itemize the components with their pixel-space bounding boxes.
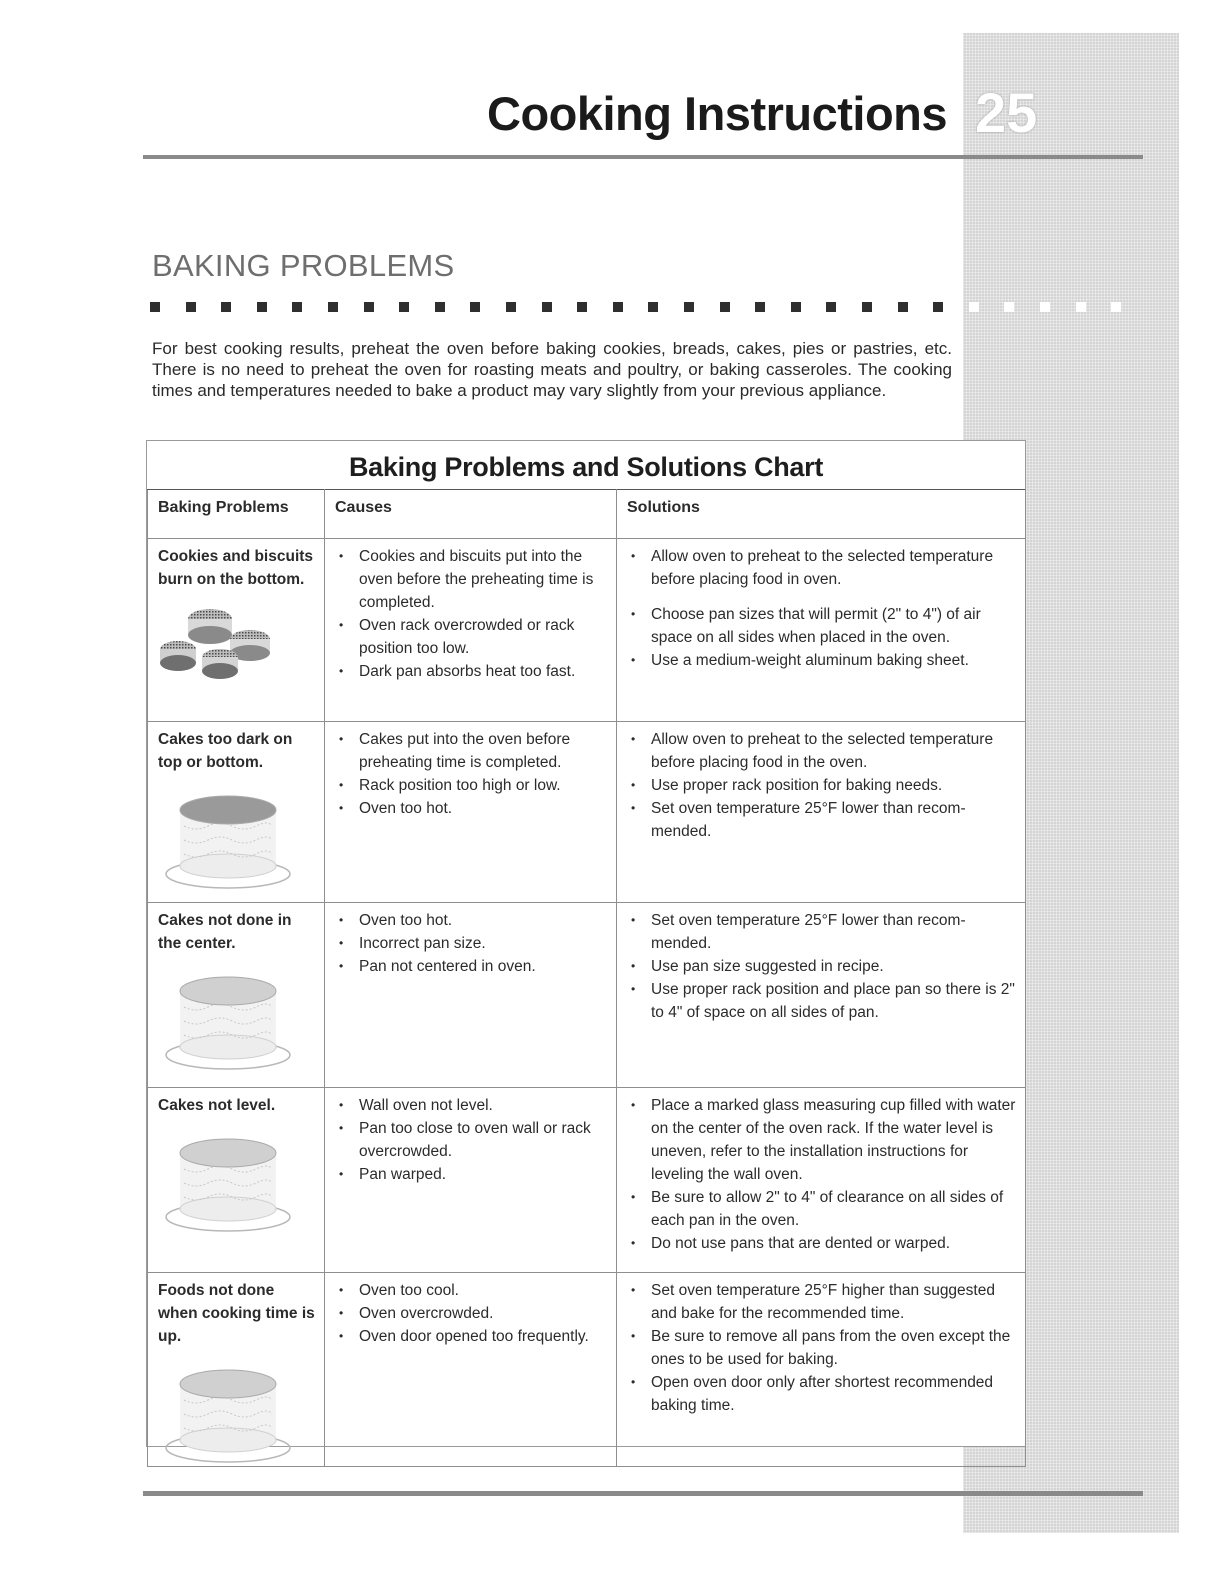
cause-item: • Cakes put into the oven before preheating time is completed. — [335, 728, 608, 774]
problem-label: Cakes not level. — [158, 1097, 276, 1114]
solutions-cell — [617, 903, 1026, 1088]
solution-item: • Allow oven to preheat to the selected temperature before placing food in oven. — [627, 545, 1017, 591]
solutions-cell — [617, 722, 1026, 903]
solutions-list — [627, 909, 1017, 1024]
solution-item: • Set oven temperature 25°F lower than recom-mended. — [627, 797, 1017, 843]
table-row — [148, 722, 1026, 903]
divider-dot — [542, 302, 552, 312]
divider-dot — [826, 302, 836, 312]
divider-dot — [1111, 302, 1121, 312]
problem-cell — [148, 539, 325, 722]
page-title: Cooking Instructions — [487, 87, 947, 140]
chart-table — [147, 489, 1026, 1467]
divider-dot — [577, 302, 587, 312]
column-header: Causes — [325, 490, 617, 539]
divider-dot — [791, 302, 801, 312]
solutions-cell — [617, 539, 1026, 722]
causes-list — [335, 909, 608, 978]
solutions-list — [627, 1094, 1017, 1255]
causes-list — [335, 728, 608, 820]
divider-dot — [1076, 302, 1086, 312]
divider-dot — [648, 302, 658, 312]
causes-cell — [325, 722, 617, 903]
page-number: 25 — [975, 81, 1038, 144]
cake-illustration — [158, 1125, 316, 1235]
divider-dot — [470, 302, 480, 312]
divider-dot — [898, 302, 908, 312]
causes-cell — [325, 1273, 617, 1467]
divider-dot — [613, 302, 623, 312]
divider-dot — [257, 302, 267, 312]
table-row — [148, 1088, 1026, 1273]
solution-item: • Do not use pans that are dented or warped. — [627, 1232, 1017, 1255]
dotted-divider — [150, 302, 1150, 314]
cause-item: • Oven door opened too frequently. — [335, 1325, 608, 1348]
column-header: Baking Problems — [148, 490, 325, 539]
intro-paragraph: For best cooking results, preheat the oven before baking cookies, breads, cakes, pies or pastries, etc. There is no need to preheat the oven for roasting meats and poultry, or baking casseroles. The cooking times and temperatures needed to bake a product may vary slightly from your previous appliance. — [152, 339, 952, 400]
cause-item: • Oven too hot. — [335, 909, 608, 932]
problem-label: Foods not done when cooking time is up. — [158, 1282, 315, 1345]
solution-item: • Allow oven to preheat to the selected temperature before placing food in the oven. — [627, 728, 1017, 774]
cause-item: • Pan not centered in oven. — [335, 955, 608, 978]
divider-dot — [933, 302, 943, 312]
cause-item: • Cookies and biscuits put into the oven before the preheating time is completed. — [335, 545, 608, 614]
causes-cell — [325, 1088, 617, 1273]
footer-rule — [143, 1491, 1143, 1496]
divider-dot — [862, 302, 872, 312]
column-header: Solutions — [617, 490, 1026, 539]
solution-item: • Use a medium-weight aluminum baking sheet. — [627, 649, 1017, 672]
divider-dot — [186, 302, 196, 312]
problem-label: Cookies and biscuits burn on the bottom. — [158, 548, 314, 588]
divider-dot — [435, 302, 445, 312]
causes-list — [335, 1279, 608, 1348]
problem-cell — [148, 722, 325, 903]
divider-dot — [221, 302, 231, 312]
problems-solutions-chart — [146, 440, 1026, 1447]
cake-illustration — [158, 963, 316, 1073]
cause-item: • Oven too hot. — [335, 797, 608, 820]
solutions-list — [627, 728, 1017, 843]
cause-item: • Pan warped. — [335, 1163, 608, 1186]
problem-label: Cakes not done in the center. — [158, 912, 292, 952]
table-row — [148, 1273, 1026, 1467]
problem-cell — [148, 903, 325, 1088]
header-rule — [143, 155, 1143, 159]
solutions-cell — [617, 1273, 1026, 1467]
causes-cell — [325, 903, 617, 1088]
solution-item: • Be sure to allow 2" to 4" of clearance on all sides of each pan in the oven. — [627, 1186, 1017, 1232]
problem-cell — [148, 1273, 325, 1467]
cause-item: • Oven rack overcrowded or rack position too low. — [335, 614, 608, 660]
divider-dot — [399, 302, 409, 312]
divider-dot — [364, 302, 374, 312]
divider-dot — [755, 302, 765, 312]
chart-title: Baking Problems and Solutions Chart — [348, 452, 824, 482]
problem-label: Cakes too dark on top or bottom. — [158, 731, 293, 771]
solution-item: • Open oven door only after shortest recommended baking time. — [627, 1371, 1017, 1417]
cookies-illustration — [158, 599, 316, 689]
solution-item: • Use pan size suggested in recipe. — [627, 955, 1017, 978]
cake-illustration — [158, 1356, 316, 1466]
cause-item: • Pan too close to oven wall or rack overcrowded. — [335, 1117, 608, 1163]
table-header-row — [148, 490, 1026, 539]
causes-list — [335, 1094, 608, 1186]
cause-item: • Oven too cool. — [335, 1279, 608, 1302]
divider-dot — [150, 302, 160, 312]
table-row — [148, 903, 1026, 1088]
causes-cell — [325, 539, 617, 722]
divider-dot — [328, 302, 338, 312]
solution-item: • Place a marked glass measuring cup filled with water on the center of the oven rack. If the water level is uneven, refer to the installation instructions for leveling the wall oven. — [627, 1094, 1017, 1186]
solution-item: • Be sure to remove all pans from the oven except the ones to be used for baking. — [627, 1325, 1017, 1371]
divider-dot — [506, 302, 516, 312]
divider-dot — [720, 302, 730, 312]
cause-item: • Dark pan absorbs heat too fast. — [335, 660, 608, 683]
cause-item: • Rack position too high or low. — [335, 774, 608, 797]
solutions-list — [627, 1279, 1017, 1417]
causes-list — [335, 545, 608, 683]
solutions-list — [627, 545, 1017, 672]
solution-item: • Set oven temperature 25°F higher than suggested and bake for the recommended time. — [627, 1279, 1017, 1325]
solution-item: • Use proper rack position and place pan so there is 2" to 4" of space on all sides of pan. — [627, 978, 1017, 1024]
solution-item: • Use proper rack position for baking needs. — [627, 774, 1017, 797]
solution-item: • Set oven temperature 25°F lower than recom-mended. — [627, 909, 1017, 955]
divider-dot — [969, 302, 979, 312]
cake-illustration — [158, 782, 316, 892]
divider-dot — [684, 302, 694, 312]
solutions-cell — [617, 1088, 1026, 1273]
solution-item: • Choose pan sizes that will permit (2" to 4") of air space on all sides when placed in the oven. — [627, 603, 1017, 649]
divider-dot — [1040, 302, 1050, 312]
problem-cell — [148, 1088, 325, 1273]
section-heading: BAKING PROBLEMS — [152, 248, 455, 283]
divider-dot — [292, 302, 302, 312]
table-row — [148, 539, 1026, 722]
cause-item: • Wall oven not level. — [335, 1094, 608, 1117]
cause-item: • Oven overcrowded. — [335, 1302, 608, 1325]
divider-dot — [1004, 302, 1014, 312]
cause-item: • Incorrect pan size. — [335, 932, 608, 955]
